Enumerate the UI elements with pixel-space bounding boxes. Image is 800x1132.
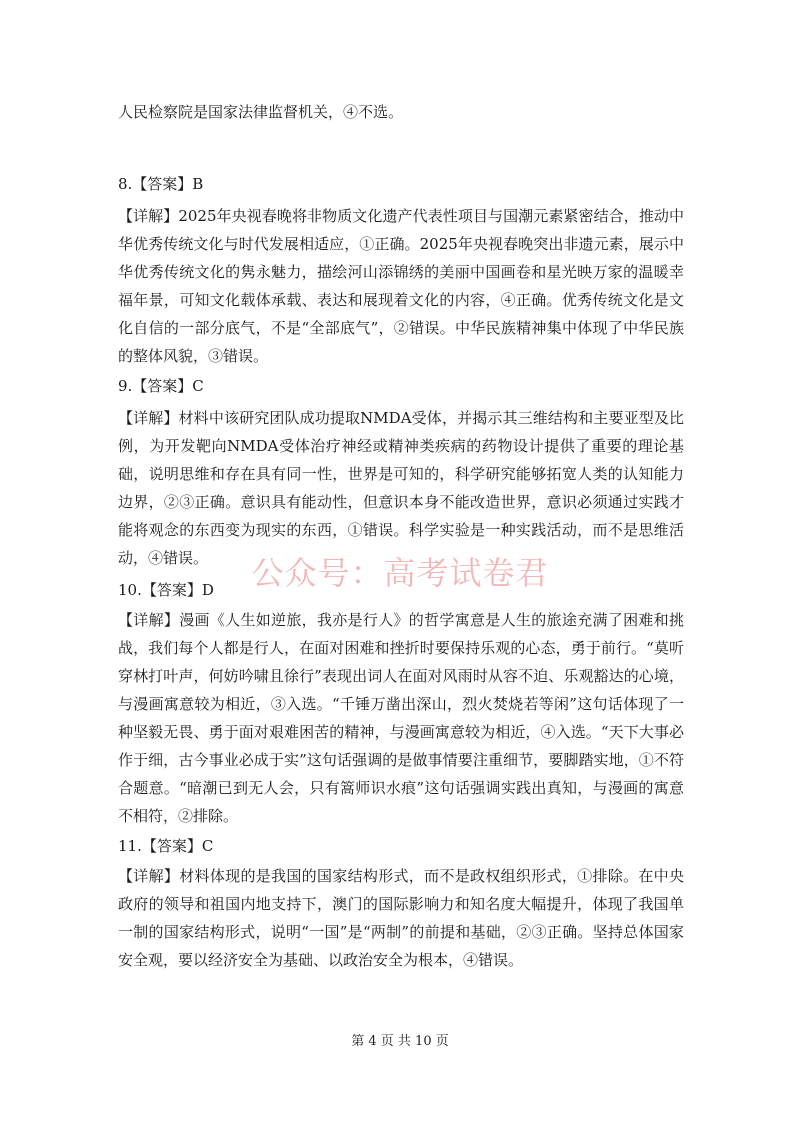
q11-detail: 【详解】材料体现的是我国的国家结构形式，而不是政权组织形式，①排除。在中央政府的领导和祖国内地支持下，澳门的国际影响力和知名度大幅提升，体现了我国单一制的国家结构形式，说明“一国”是“两制”的前提和基础，②③正确。坚持总体国家安全观，要以经济安全为基础、以政治安全为根本，④错误。 (118, 867, 684, 969)
q9-answer: 9.【答案】C (118, 377, 204, 395)
page-footer: 第 4 页 共 10 页 (351, 1034, 449, 1049)
q8-answer: 8.【答案】B (118, 175, 204, 193)
q8-detail: 【详解】2025年央视春晚将非物质文化遗产代表性项目与国潮元素紧密结合，推动中华优秀传统文化与时代发展相适应，①正确。2025年央视春晚突出非遗元素，展示中华优秀传统文化的隽永魅力，描绘河山添锦绣的美丽中国画卷和星光映万家的温暖幸福年景，可知文化载体承载、表达和展现着文化的内容，④正确。优秀传统文化是文化自信的一部分底气，不是“全部底气”，②错误。中华民族精神集中体现了中华民族的整体风貌，③错误。 (118, 207, 684, 365)
q10-detail: 【详解】漫画《人生如逆旅，我亦是行人》的哲学寓意是人生的旅途充满了困难和挑战，我们每个人都是行人，在面对困难和挫折时要保持乐观的心态，勇于前行。“莫听穿林打叶声，何妨吟啸且徐行”表现出词人在面对风雨时从容不迫、乐观豁达的心境，与漫画寓意较为相近，③入选。“千锤万凿出深山，烈火焚烧若等闲”这句话体现了一种坚毅无畏、勇于面对艰难困苦的精神，与漫画寓意较为相近，④入选。“天下大事必作于细，古今事业必成于实”这句话强调的是做事情要注重细节，要脚踏实地，①不符合题意。“暗潮已到无人会，只有篙师识水痕”这句话强调实践出真知，与漫画的寓意不相符，②排除。 (118, 611, 684, 825)
q10-answer: 10.【答案】D (118, 581, 214, 599)
q9-detail: 【详解】材料中该研究团队成功提取NMDA受体，并揭示其三维结构和主要亚型及比例，为开发靶向NMDA受体治疗神经或精神类疾病的药物设计提供了重要的理论基础，说明思维和存在具有同一性，世界是可知的，科学研究能够拓宽人类的认知能力边界，②③正确。意识具有能动性，但意识本身不能改造世界，意识必须通过实践才能将观念的东西变为现实的东西，①错误。科学实验是一种实践活动，而不是思维活动，④错误。 (118, 409, 684, 567)
watermark: 公众号：高考试卷君 (251, 554, 549, 592)
intro-paragraph: 人民检察院是国家法律监督机关，④不选。 (118, 103, 404, 121)
q11-answer: 11.【答案】C (118, 837, 214, 855)
